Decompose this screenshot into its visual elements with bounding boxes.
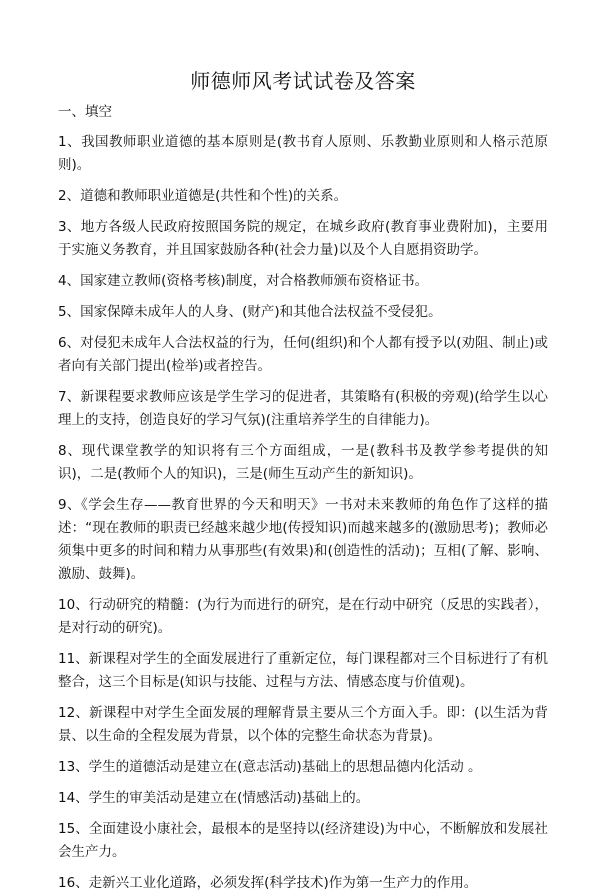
question-item: 3、地方各级人民政府按照国务院的规定，在城乡政府(教育事业费附加)，主要用于实施义务教育，并且国家鼓励各种(社会力量)以及个人自愿捐资助学。 bbox=[58, 219, 548, 258]
question-item: 2、道德和教师职业道德是(共性和个性)的关系。 bbox=[58, 188, 348, 204]
question-item: 4、国家建立教师(资格考核)制度，对合格教师颁布资格证书。 bbox=[58, 273, 429, 289]
question-item: 1、我国教师职业道德的基本原则是(教书育人原则、乐教勤业原则和人格示范原则)。 bbox=[58, 134, 548, 173]
question-item: 13、学生的道德活动是建立在(意志活动)基础上的思想品德内化活动 。 bbox=[58, 759, 482, 775]
section-heading: 一、填空 bbox=[58, 104, 112, 120]
question-item: 7、新课程要求教师应该是学生学习的促进者，其策略有(积极的旁观)(给学生以心理上的支持，创造良好的学习气氛)(注重培养学生的自律能力)。 bbox=[58, 389, 548, 428]
question-item: 10、行动研究的精髓：(为行为而进行的研究，是在行动中研究（反思的实践者），是对行动的研究)。 bbox=[58, 597, 548, 636]
question-item: 9、《学会生存——教育世界的今天和明天》一书对未来教师的角色作了这样的描述：“现在教师的职责已经越来越少地(传授知识)而越来越多的(激励思考)；教师必须集中更多的时间和精力从事那些(有效果)和(创造性的活动)；互相(了解、影响、激励、鼓舞)。 bbox=[58, 497, 548, 582]
page-title: 师德师风考试试卷及答案 bbox=[190, 69, 416, 93]
question-item: 6、对侵犯未成年人合法权益的行为，任何(组织)和个人都有授予以(劝阻、制止)或者向有关部门提出(检举)或者控告。 bbox=[58, 335, 548, 374]
question-item: 12、新课程中对学生全面发展的理解背景主要从三个方面入手。即：(以生活为背景、以生命的全程发展为背景，以个体的完整生命状态为背景)。 bbox=[58, 705, 548, 744]
question-item: 11、新课程对学生的全面发展进行了重新定位，每门课程都对三个目标进行了有机整合，这三个目标是(知识与技能、过程与方法、情感态度与价值观)。 bbox=[58, 651, 548, 690]
question-item: 15、全面建设小康社会，最根本的是坚持以(经济建设)为中心，不断解放和发展社会生产力。 bbox=[58, 821, 548, 860]
question-item: 16、走新兴工业化道路，必须发挥(科学技术)作为第一生产力的作用。 bbox=[58, 875, 478, 891]
question-item: 14、学生的审美活动是建立在(情感活动)基础上的。 bbox=[58, 790, 370, 806]
question-item: 5、国家保障未成年人的人身、(财产)和其他合法权益不受侵犯。 bbox=[58, 304, 442, 320]
question-list bbox=[58, 131, 548, 895]
question-item: 8、现代课堂教学的知识将有三个方面组成，一是(教科书及教学参考提供的知识)，二是(教师个人的知识)，三是(师生互动产生的新知识)。 bbox=[58, 443, 548, 482]
